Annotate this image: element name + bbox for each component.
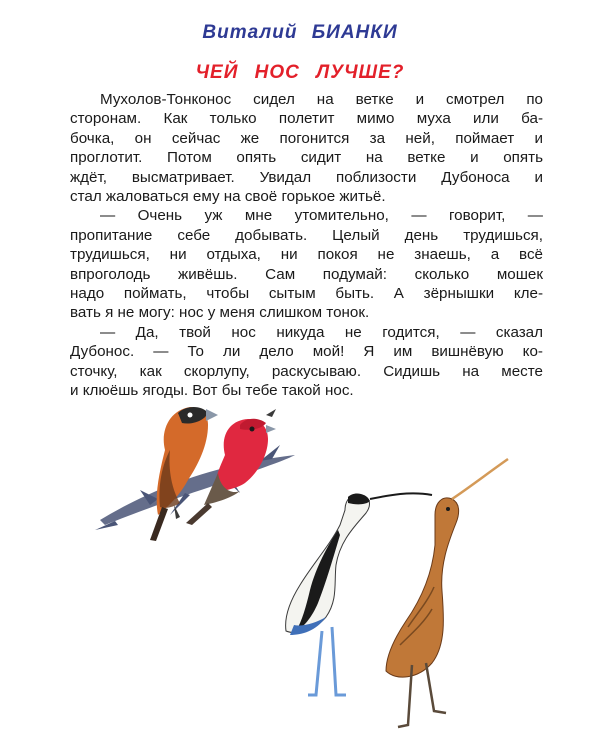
story-title: ЧЕЙ НОС ЛУЧШЕ?	[195, 62, 405, 83]
text-line: бочка, он сейчас же погонится за ней, поймает и	[70, 129, 543, 147]
text-line: стал жаловаться ему на своё горькое житьё.	[70, 188, 386, 206]
text-line: надо поймать, чтобы сытым быть. А зёрнышки кле-	[70, 285, 543, 303]
text-line: — Очень уж мне утомительно, — говорит, —	[100, 207, 543, 225]
birds-illustration	[90, 395, 600, 735]
text-line: сточку, как скорлупу, раскусываю. Сидишь на месте	[70, 362, 543, 380]
story-text	[70, 90, 543, 401]
paragraph-3	[70, 323, 543, 401]
text-line: впроголодь живёшь. Сам подумай: сколько мошек	[70, 265, 543, 283]
text-line: вать я не могу: нос у меня слишком тонок.	[70, 304, 370, 322]
text-line: пропитание себе добывать. Целый день трудишься,	[70, 226, 543, 244]
paragraph-1	[70, 90, 543, 206]
text-line: сторонам. Как только полетит мимо муха или ба-	[70, 110, 543, 128]
paragraph-2	[70, 206, 543, 322]
text-line: Мухолов-Тонконос сидел на ветке и смотрел по	[100, 91, 543, 108]
text-line: проглотит. Потом опять сидит на ветке и опять	[70, 149, 543, 167]
text-line: ждёт, высматривает. Увидал поблизости Дубоноса и	[70, 168, 543, 186]
text-line: Дубонос. — То ли дело мой! Я им вишнёвую ко-	[70, 343, 543, 361]
author-name: Виталий БИАНКИ	[202, 22, 398, 43]
text-line: трудишься, ни отдыха, ни покоя не знаешь, а всё	[70, 246, 543, 264]
text-line: и клюёшь ягоды. Вот бы тебе такой нос.	[70, 382, 354, 400]
text-line: — Да, твой нос никуда не годится, — сказал	[100, 323, 543, 341]
curlew-bird	[386, 459, 508, 727]
